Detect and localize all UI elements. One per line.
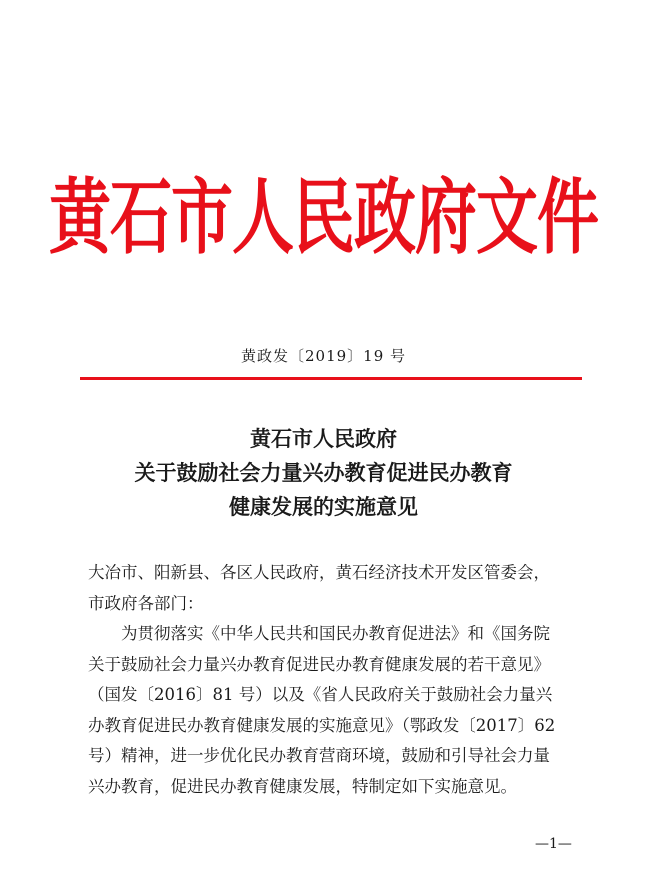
title-line: 黄石市人民政府 — [250, 426, 397, 451]
title-line: 健康发展的实施意见 — [229, 494, 418, 519]
addressee-line: 大冶市、阳新县、各区人民政府，黄石经济技术开发区管委会， — [88, 563, 550, 582]
paragraph-line: 兴办教育，促进民办教育健康发展，特制定如下实施意见。 — [88, 776, 517, 796]
paragraph-line: （国发〔2016〕81 号）以及《省人民政府关于鼓励社会力量兴 — [88, 685, 553, 704]
title-line: 关于鼓励社会力量兴办教育促进民办教育 — [134, 460, 513, 485]
paragraph-line: 办教育促进民办教育健康发展的实施意见》（鄂政发〔2017〕62 — [88, 715, 556, 735]
document-number: 黄政发〔2019〕19 号 — [240, 347, 407, 365]
document-title — [0, 422, 647, 524]
page-number: —1— — [535, 836, 572, 852]
paragraph-line: 号）精神，进一步优化民办教育营商环境，鼓励和引导社会力量 — [88, 746, 550, 765]
red-separator-rule — [80, 377, 582, 380]
addressee-line: 市政府各部门： — [88, 593, 204, 613]
paragraph-line: 为贯彻落实《中华人民共和国民办教育促进法》和《国务院 — [121, 624, 550, 643]
paragraph-line: 关于鼓励社会力量兴办教育促进民办教育健康发展的若干意见》 — [88, 654, 550, 674]
document-body — [88, 558, 583, 802]
document-header-title: 黄石市人民政府文件 — [48, 169, 598, 266]
